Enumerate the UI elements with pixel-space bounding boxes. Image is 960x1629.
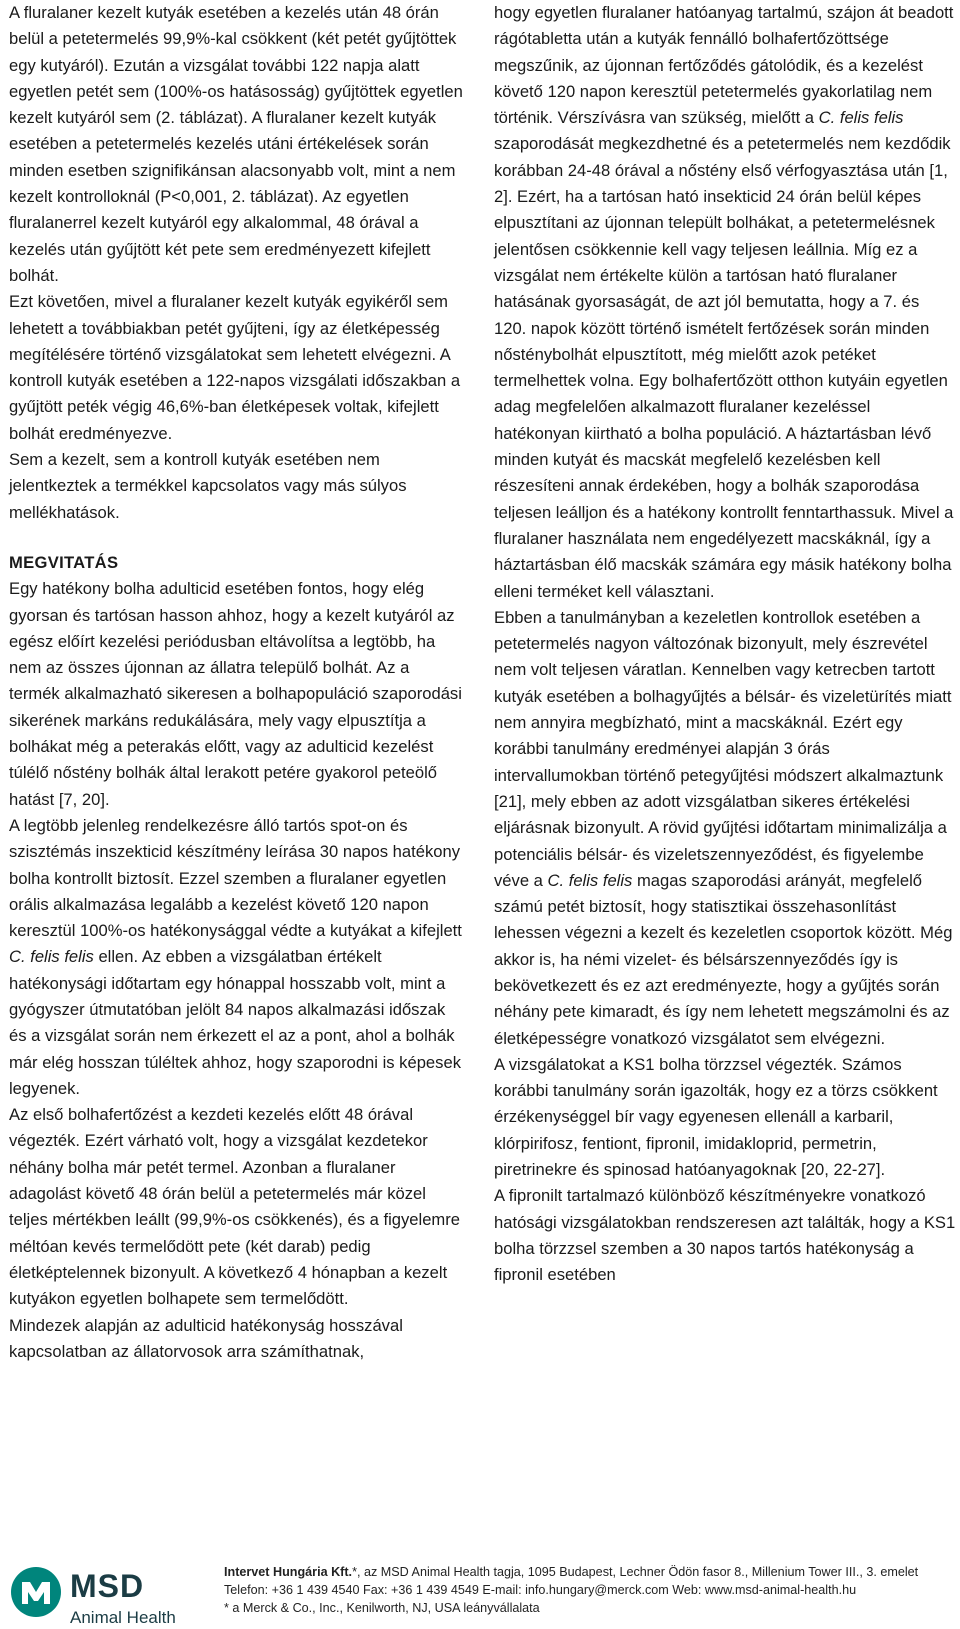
footer-line: * a Merck & Co., Inc., Kenilworth, NJ, USA leányvállalata — [224, 1601, 540, 1615]
paragraph: Mindezek alapján az adulticid hatékonyság hosszával kapcsolatban az állatorvosok arra számíthatnak, — [9, 1315, 403, 1361]
species-name: C. felis felis — [9, 947, 94, 967]
text-run: Ebben a tanulmányban a kezeletlen kontrollok esetében a petetermelés nagyon változónak bizonyult, mely észrevétel nem volt teljesen váratlan. Kennelben vagy ketrecben tartott kutyák esetében a bolhagyűjtés a bélsár- és vizeletürítés miatt nem annyira megbízható, mint a macskáknál. Ezért egy korábbi tanulmány eredményei alapján 3 órás intervallumokban történő petegyűjtési módszert alkalmaztunk [21], mely ebben az adott vizsgálatban sikeres értékelési eljárásnak bizonyult. A rövid gyűjtési időtartam minimalizálja a potenciális bélsár- és vizeletszennyeződést, és figyelembe véve a — [494, 607, 952, 890]
paragraph — [494, 0, 956, 605]
paragraph: Ezt követően, mivel a fluralaner kezelt kutyák egyikéről sem lehetett a továbbiakban petét gyűjteni, így az életképesség megítélésére történő vizsgálatokat sem lehetett elvégezni. A kontroll kutyák esetében a 122-napos vizsgálati időszakban a gyűjtött peték végig 46,6%-ban életképesek voltak, kifejlett bolhát eredményezve. — [9, 292, 461, 443]
msd-logo — [10, 1564, 210, 1628]
page-footer — [0, 1550, 960, 1629]
text-run: hogy egyetlen fluralaner hatóanyag tartalmú, szájon át beadott rágótabletta után a kutyák fennálló bolhafertőzöttsége megszűnik, az újonnan fertőződés gátolódik, és a kezelést követő 120 napon keresztül petetermelés gyakorlatilag nem történik. Vérszívásra van szükség, mielőtt a — [494, 3, 954, 128]
paragraph: A fluralaner kezelt kutyák esetében a kezelés után 48 órán belül a petetermelés 99,9%-kal csökkent (két petét gyűjtöttek egy kutyáról). Ezután a vizsgálat további 122 napja alatt egyetlen petét sem (100%-os hatásosság) gyűjtöttek egyetlen kezelt kutyáról sem (2. táblázat). A fluralaner kezelt kutyák esetében a petetermelés kezelés utáni értékelések során minden esetben szignifikánsan alacsonyabb volt, mint a nem kezelt kontrolloknál (P<0,001, 2. táblázat). Az egyetlen fluralanerrel kezelt kutyáról egy alkalommal, 48 órával a kezelés után gyűjtött két pete sem eredményezett kifejlett bolhát. — [9, 3, 463, 285]
company-name: Intervet Hungária Kft. — [224, 1565, 353, 1579]
logo-wordmark: MSD — [70, 1568, 145, 1604]
footer-contact — [224, 1563, 954, 1617]
text-run: szaporodását megkezdhetné és a petetermelés nem kezdődik korábban 24-48 órával a nőstény első vérfogyasztása után [1, 2]. Ezért, ha a tartósan ható insekticid 24 órán belül képes elpusztítani az újonnan települt bolhákat, a petetermelésnek jelentősen csökkennie kell vagy teljesen leállnia. Míg ez a vizsgálat nem értékelte külön a tartósan ható fluralaner hatásának gyorsaságát, de azt jól bemutatta, hogy a 7. és 120. napok között történő ismételt fertőzések során minden nősténybolhát elpusztított, még mielőtt azok petéket termelhettek volna. Egy bolhafertőzött otthon kutyáin egyetlen adag megfelelően alkalmazott fluralaner kezeléssel hatékonyan kiirtható a bolha populáció. A háztartásban lévő minden kutyát és macskát megfelelő kezelésben kell részesíteni annak érdekében, hogy a bolhák szaporodása teljesen leálljon és a hatékony kontrollt fenntarthassuk. Mivel a fluralaner használata nem engedélyezett macskáknál, így a háztartásban élő macskák számára egy másik hatékony bolha elleni terméket kell választani. — [494, 134, 954, 601]
species-name: C. felis felis — [547, 870, 633, 890]
text-run: magas szaporodási arányát, megfelelő számú petét biztosít, hogy statisztikai összehasonlítást lehessen végezni a kezelt és kezeletlen csoportok között. Még akkor is, ha némi vizelet- és bélsárszennyeződés így is bekövetkezett és ez azt eredményezte, hogy a gyűjtés során néhány pete kimaradt, és így nem lehetett megszámolni és az életképességre vonatkozó vizsgálatot sem elvégezni. — [494, 870, 953, 1048]
paragraph — [494, 605, 956, 1052]
address-text: *, az MSD Animal Health tagja, 1095 Budapest, Lechner Ödön fasor 8., Millenium Tower III., 3. emelet — [352, 1565, 919, 1579]
paragraph: Egy hatékony bolha adulticid esetében fontos, hogy elég gyorsan és tartósan hasson ahhoz, hogy a kezelt kutyáról az egész előírt kezelési periódusban eltávolítsa a legtöbb, ha nem az összes újonnan az állatra települő bolhát. Az a termék alkalmazható sikeresen a bolhapopuláció szaporodási sikerének markáns redukálására, mely vagy elpusztítja a bolhákat még a peterakás előtt, vagy az adulticid kezelést túlélő nőstény bolhák által lerakott petére gyakorol peteölő hatást [7, 20]. — [9, 579, 462, 809]
text-run: A legtöbb jelenleg rendelkezésre álló tartós spot-on és szisztémás inszekticid készítmény leírása 30 napos hatékony bolha kontrollt biztosít. Ezzel szemben a fluralaner egyetlen orális alkalmazása legalább a kezelést követő 120 napon keresztül 100%-os hatékonysággal védte a kutyákat a kifejlett — [9, 815, 462, 941]
left-column — [9, 0, 464, 1365]
paragraph — [9, 813, 464, 1102]
msd-logo-mark-icon — [10, 1564, 62, 1620]
text-run: ellen. Az ebben a vizsgálatban értékelt hatékonysági időtartam egy hónappal hosszabb volt, mint a gyógyszer útmutatóban jelölt 84 napos alkalmazási időszak és a vizsgálat során nem érkezett el az a pont, ahol a bolhák már elég hosszan túléltek ahhoz, hogy szaporodni is képesek legyenek. — [9, 947, 461, 1098]
right-column — [494, 0, 956, 1289]
footer-line: Telefon: +36 1 439 4540 Fax: +36 1 439 4549 E-mail: info.hungary@merck.com Web: www.msd-animal-health.hu — [224, 1583, 857, 1597]
paragraph: A fipronilt tartalmazó különböző készítményekre vonatkozó hatósági vizsgálatokban rendszeresen azt találták, hogy a KS1 bolha törzzsel szemben a 30 napos tartós hatékonyság a fipronil esetében — [494, 1186, 956, 1285]
paragraph: Az első bolhafertőzést a kezdeti kezelés előtt 48 órával végezték. Ezért várható volt, hogy a vizsgálat kezdetekor néhány bolha már petét termel. Azonban a fluralaner adagolást követő 48 órán belül a petetermelés már közel teljes mértékben leállt (99,9%-os csökkenés), és a figyelemre méltóan kevés termelődött pete (két darab) pedig életképtelennek bizonyult. A következő 4 hónapban a kezelt kutyákon egyetlen bolhapete sem termelődött. — [9, 1105, 460, 1309]
species-name: C. felis felis — [818, 108, 904, 128]
section-heading: MEGVITATÁS — [9, 552, 119, 572]
paragraph: Sem a kezelt, sem a kontroll kutyák esetében nem jelentkeztek a termékkel kapcsolatos vagy más súlyos mellékhatások. — [9, 450, 407, 522]
logo-subtitle: Animal Health — [70, 1608, 176, 1627]
paragraph: A vizsgálatokat a KS1 bolha törzzsel végezték. Számos korábbi tanulmány során igazolták, hogy ez a törzs csökkent érzékenységgel bír vagy egyenesen ellenáll a karbaril, klórpirifosz, fentiont, fipronil, imidakloprid, permetrin, piretrinekre és spinosad hatóanyagoknak [20, 22-27]. — [494, 1054, 938, 1180]
footer-line — [224, 1563, 954, 1581]
